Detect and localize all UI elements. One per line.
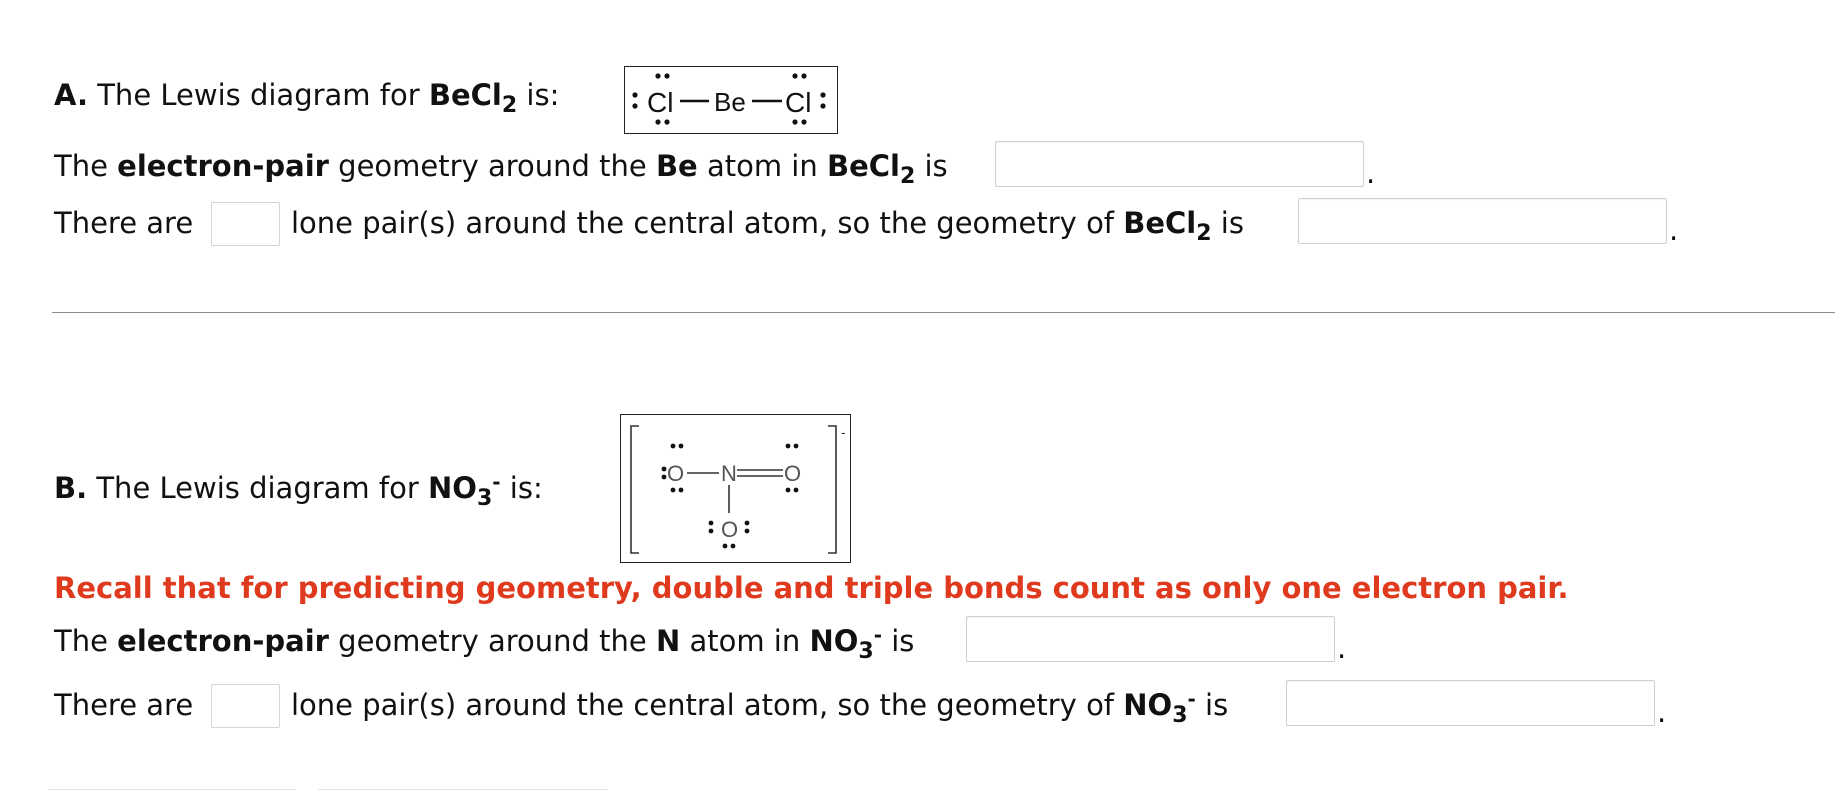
no3-molecular-geometry-input[interactable] [1286, 680, 1655, 726]
submit-answer-button-edge[interactable] [48, 789, 296, 800]
svg-text:O: O [667, 461, 685, 486]
partB-q1-formula: $NO_3^-$ [809, 623, 883, 664]
partB-lewis-line [54, 470, 543, 511]
period: . [1366, 156, 1376, 190]
recall-note: Recall that for predicting geometry, double and triple bonds count as only one electron pair. [54, 571, 1569, 605]
partB-lewis-suffix: is: [500, 471, 543, 505]
partB-formula: $NO_3^-$ [428, 470, 501, 511]
partA-question-2-start: There are [54, 206, 194, 240]
partA-q2-formula: BeCl$_2$ [1123, 206, 1212, 246]
no3-lone-pairs-input[interactable] [211, 684, 280, 728]
becl2-lewis-diagram [624, 66, 838, 134]
partA-question-1: The electron-pair geometry around the Be atom in BeCl$_2$ is [54, 149, 948, 189]
partA-question-2-end: lone pair(s) around the central atom, so the geometry of BeCl$_2$ is [291, 206, 1244, 246]
period: . [1657, 695, 1667, 729]
period: . [1337, 631, 1347, 665]
svg-text:O: O [721, 517, 739, 542]
svg-text:Be: Be [714, 87, 746, 117]
partA-lewis-prefix: The Lewis diagram for [88, 78, 429, 112]
becl2-electron-pair-geometry-input[interactable] [995, 141, 1364, 187]
partB-label: B. [54, 471, 88, 505]
svg-text:Cl: Cl [785, 87, 812, 118]
becl2-molecular-geometry-input[interactable] [1298, 198, 1667, 244]
svg-text:N: N [721, 461, 737, 486]
no3-diagram-charge: - [841, 424, 846, 440]
becl2-lone-pairs-input[interactable] [211, 202, 280, 246]
partB-question-2-end: lone pair(s) around the central atom, so the geometry of $NO_3^-$ is [291, 687, 1229, 728]
period: . [1669, 213, 1679, 247]
svg-text:O: O [784, 461, 802, 486]
partB-question-2-start: There are [54, 688, 194, 722]
partA-lewis-suffix: is: [517, 78, 560, 112]
partA-lewis-line [54, 77, 560, 118]
retry-button-edge[interactable] [318, 789, 608, 800]
partB-question-1: The electron-pair geometry around the N atom in $NO_3^-$ is [54, 623, 915, 664]
partA-q1-formula: BeCl$_2$ [826, 149, 916, 189]
partA-formula: BeCl$_2$ [428, 78, 518, 118]
section-divider [52, 312, 1835, 313]
no3-lewis-structure-image [621, 415, 849, 561]
partB-lewis-prefix: The Lewis diagram for [87, 471, 428, 505]
partA-label: A. [54, 78, 88, 112]
no3-electron-pair-geometry-input[interactable] [966, 616, 1335, 662]
svg-text:Cl: Cl [647, 87, 674, 118]
no3-lewis-diagram [620, 414, 851, 563]
becl2-lewis-structure-image [625, 67, 836, 132]
partB-q2-formula: $NO_3^-$ [1123, 687, 1196, 728]
